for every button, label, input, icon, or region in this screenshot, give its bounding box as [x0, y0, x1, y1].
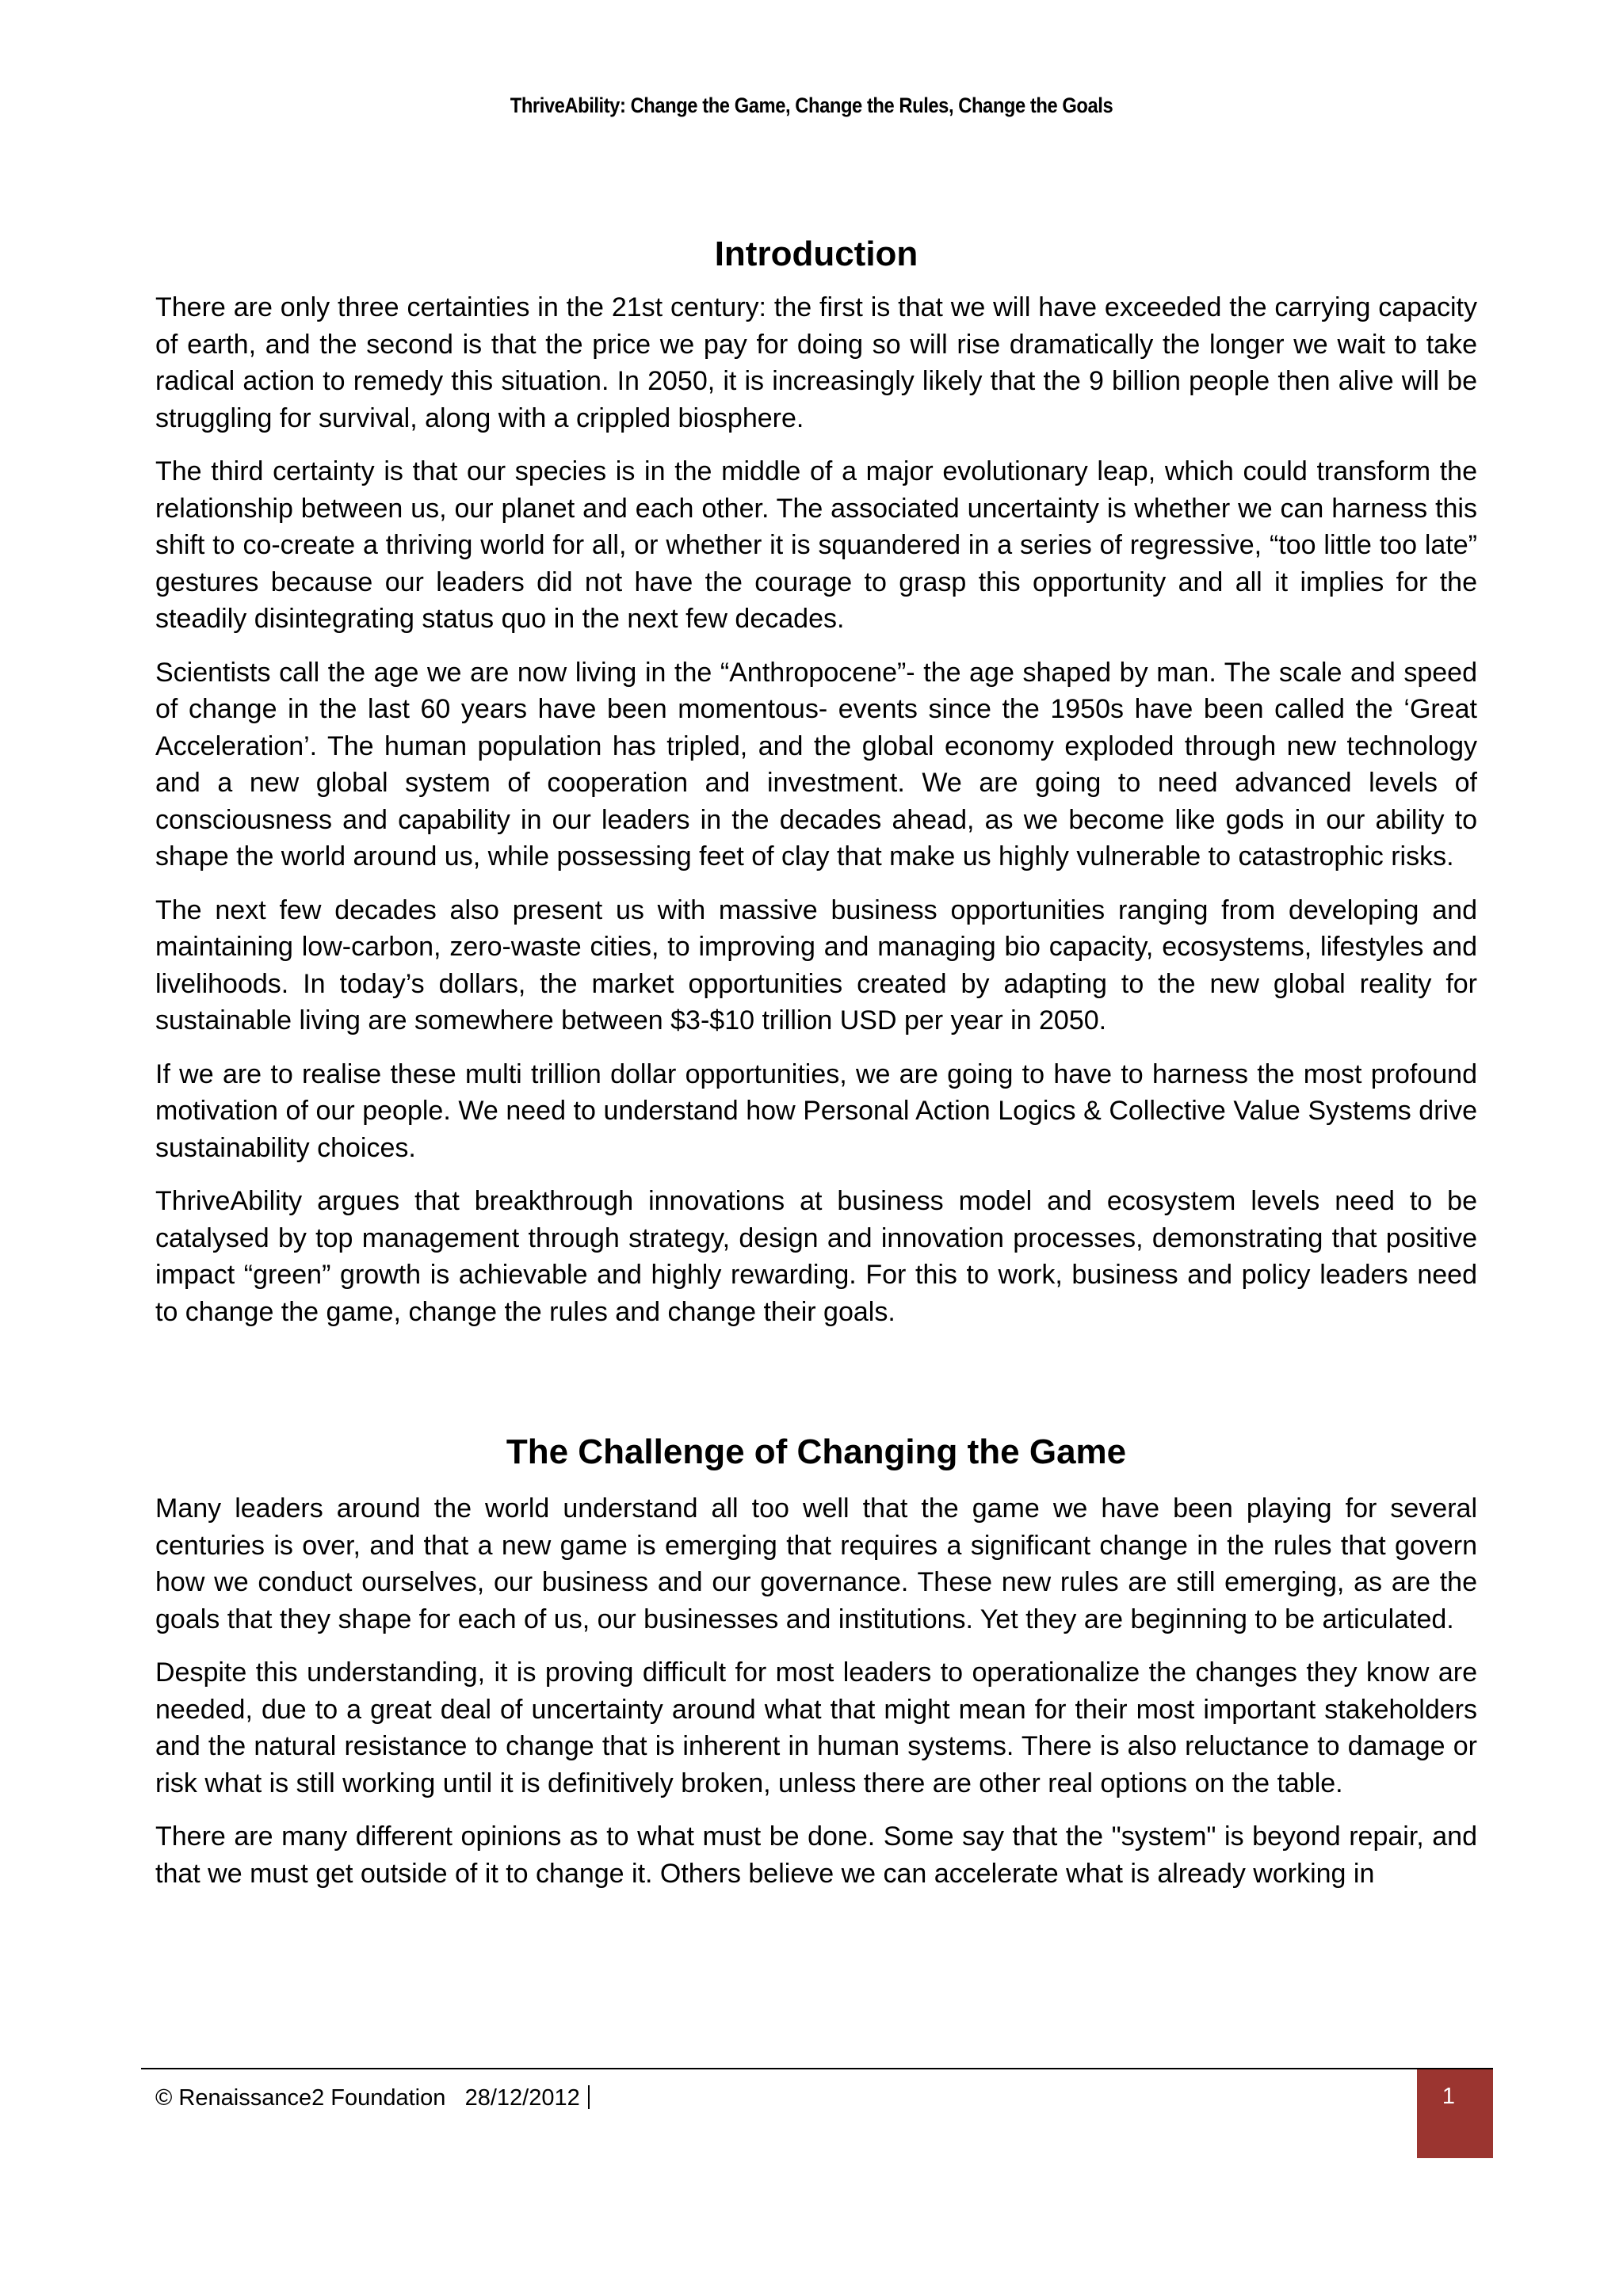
paragraph: ThriveAbility argues that breakthrough innovations at business model and ecosystem levels need to be catalysed by top management through strategy, design and innovation processes, demonstrating that positive impact “green” growth is achievable and highly rewarding. For this to work, business and policy leaders need to change the game, change the rules and change their goals. — [155, 1186, 1477, 1327]
paragraph: There are only three certainties in the 21st century: the first is that we will have exceeded the carrying capacity of earth, and the second is that the price we pay for doing so will rise dramatically the longer we wait to take radical action to remedy this situation. In 2050, it is increasingly likely that the 9 billion people then alive will be struggling for survival, along with a crippled biosphere. — [155, 292, 1477, 433]
footer-copyright: © Renaissance2 Foundation — [155, 2085, 446, 2111]
footer-date: 28/12/2012 — [464, 2085, 580, 2111]
paragraph: Despite this understanding, it is proving difficult for most leaders to operationalize the changes they know are needed, due to a great deal of uncertainty around what that might mean for their most important stakeholders and the natural resistance to change that is inherent in human systems. There is also reluctance to damage or risk what is still working until it is definitively broken, unless there are other real options on the table. — [155, 1657, 1477, 1798]
page-number: 1 — [1442, 2084, 1456, 2109]
paragraph: The third certainty is that our species is in the middle of a major evolutionary leap, which could transform the relationship between us, our planet and each other. The associated uncertainty is whether we can harness this shift to co-create a thriving world for all, or whether it is squandered in a series of regressive, “too little too late” gestures because our leaders did not have the courage to grasp this opportunity and all it implies for the steadily disintegrating status quo in the next few decades. — [155, 456, 1477, 634]
footer — [155, 2082, 590, 2114]
footer-divider — [141, 2068, 1493, 2069]
document-body — [155, 226, 1477, 1909]
page-number-box — [1417, 2069, 1493, 2158]
paragraph: Scientists call the age we are now living in the “Anthropocene”- the age shaped by man. The scale and speed of change in the last 60 years have been momentous- events since the 1950s have been called the ‘Great Acceleration’. The human population has tripled, and the global economy exploded through new technology and a new global system of cooperation and investment. We are going to need advanced levels of consciousness and capability in our leaders in the decades ahead, as we become like gods in our ability to shape the world around us, while possessing feet of clay that make us highly vulnerable to catastrophic risks. — [155, 657, 1477, 871]
section-heading-challenge: The Challenge of Changing the Game — [506, 1432, 1127, 1471]
paragraph: There are many different opinions as to what must be done. Some say that the "system" is beyond repair, and that we must get outside of it to change it. Others believe we can accelerate what is already working in — [155, 1821, 1477, 1889]
paragraph: If we are to realise these multi trillion dollar opportunities, we are going to have to harness the most profound motivation of our people. We need to understand how Personal Action Logics & Collective Value Systems drive sustainability choices. — [155, 1058, 1477, 1163]
running-header: ThriveAbility: Change the Game, Change the Rules, Change the Goals — [510, 93, 1113, 117]
section-heading-introduction: Introduction — [714, 235, 918, 273]
footer-separator — [588, 2085, 590, 2109]
paragraph: The next few decades also present us with massive business opportunities ranging from developing and maintaining low-carbon, zero-waste cities, to improving and managing bio capacity, ecosystems, lifestyles and livelihoods. In today’s dollars, the market opportunities created by adapting to the new global reality for sustainable living are somewhere between $3-$10 trillion USD per year in 2050. — [155, 894, 1477, 1035]
paragraph: Many leaders around the world understand all too well that the game we have been playing for several centuries is over, and that a new game is emerging that requires a significant change in the rules that govern how we conduct ourselves, our business and our governance. These new rules are still emerging, as are the goals that they shape for each of us, our businesses and institutions. Yet they are beginning to be articulated. — [155, 1493, 1477, 1634]
